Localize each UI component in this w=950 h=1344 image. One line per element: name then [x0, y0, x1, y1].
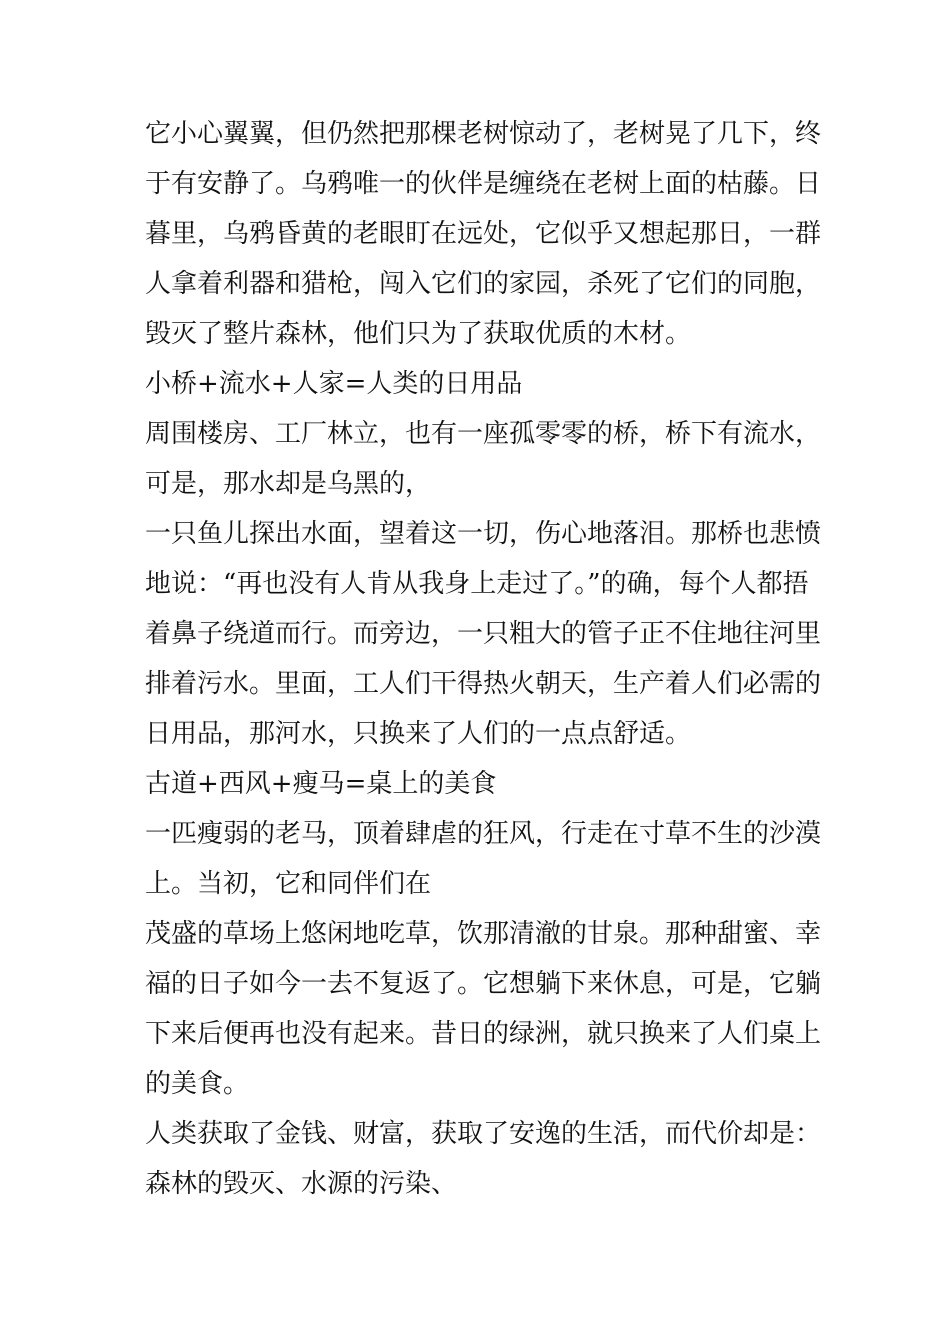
text-line: 着鼻子绕道而行。而旁边，一只粗大的管子正不住地往河里: [145, 619, 822, 649]
text-line: 下来后便再也没有起来。昔日的绿洲，就只换来了人们桌上: [145, 1019, 822, 1049]
text-line: 它小心翼翼，但仍然把那棵老树惊动了，老树晃了几下，终: [145, 119, 822, 149]
section-heading: 古道+西风+瘦马=桌上的美食: [145, 769, 497, 799]
text-line: 人类获取了金钱、财富，获取了安逸的生活，而代价却是：: [145, 1119, 822, 1149]
text-line: 的美食。: [145, 1069, 250, 1099]
text-line: 福的日子如今一去不复返了。它想躺下来休息，可是，它躺: [145, 969, 822, 999]
text-line: 地说：“再也没有人肯从我身上走过了。”的确，每个人都捂: [145, 569, 809, 599]
text-line: 上。当初，它和同伴们在: [145, 869, 432, 899]
text-line: 一只鱼儿探出水面，望着这一切，伤心地落泪。那桥也悲愤: [145, 519, 822, 549]
text-line: 毁灭了整片森林，他们只为了获取优质的木材。: [145, 319, 692, 349]
text-line: 周围楼房、工厂林立，也有一座孤零零的桥，桥下有流水，: [145, 419, 822, 449]
text-line: 一匹瘦弱的老马，顶着肆虐的狂风，行走在寸草不生的沙漠: [145, 819, 822, 849]
text-line: 日用品，那河水，只换来了人们的一点点舒适。: [145, 719, 692, 749]
text-line: 可是，那水却是乌黑的，: [145, 469, 432, 499]
text-line: 于有安静了。乌鸦唯一的伙伴是缠绕在老树上面的枯藤。日: [145, 169, 822, 199]
text-line: 森林的毁灭、水源的污染、: [145, 1169, 458, 1199]
text-line: 暮里，乌鸦昏黄的老眼盯在远处，它似乎又想起那日，一群: [145, 219, 822, 249]
text-line: 茂盛的草场上悠闲地吃草，饮那清澈的甘泉。那种甜蜜、幸: [145, 919, 822, 949]
text-line: 排着污水。里面，工人们干得热火朝天，生产着人们必需的: [145, 669, 822, 699]
section-heading: 小桥+流水+人家=人类的日用品: [145, 369, 523, 399]
text-line: 人拿着利器和猎枪，闯入它们的家园，杀死了它们的同胞，: [145, 269, 822, 299]
